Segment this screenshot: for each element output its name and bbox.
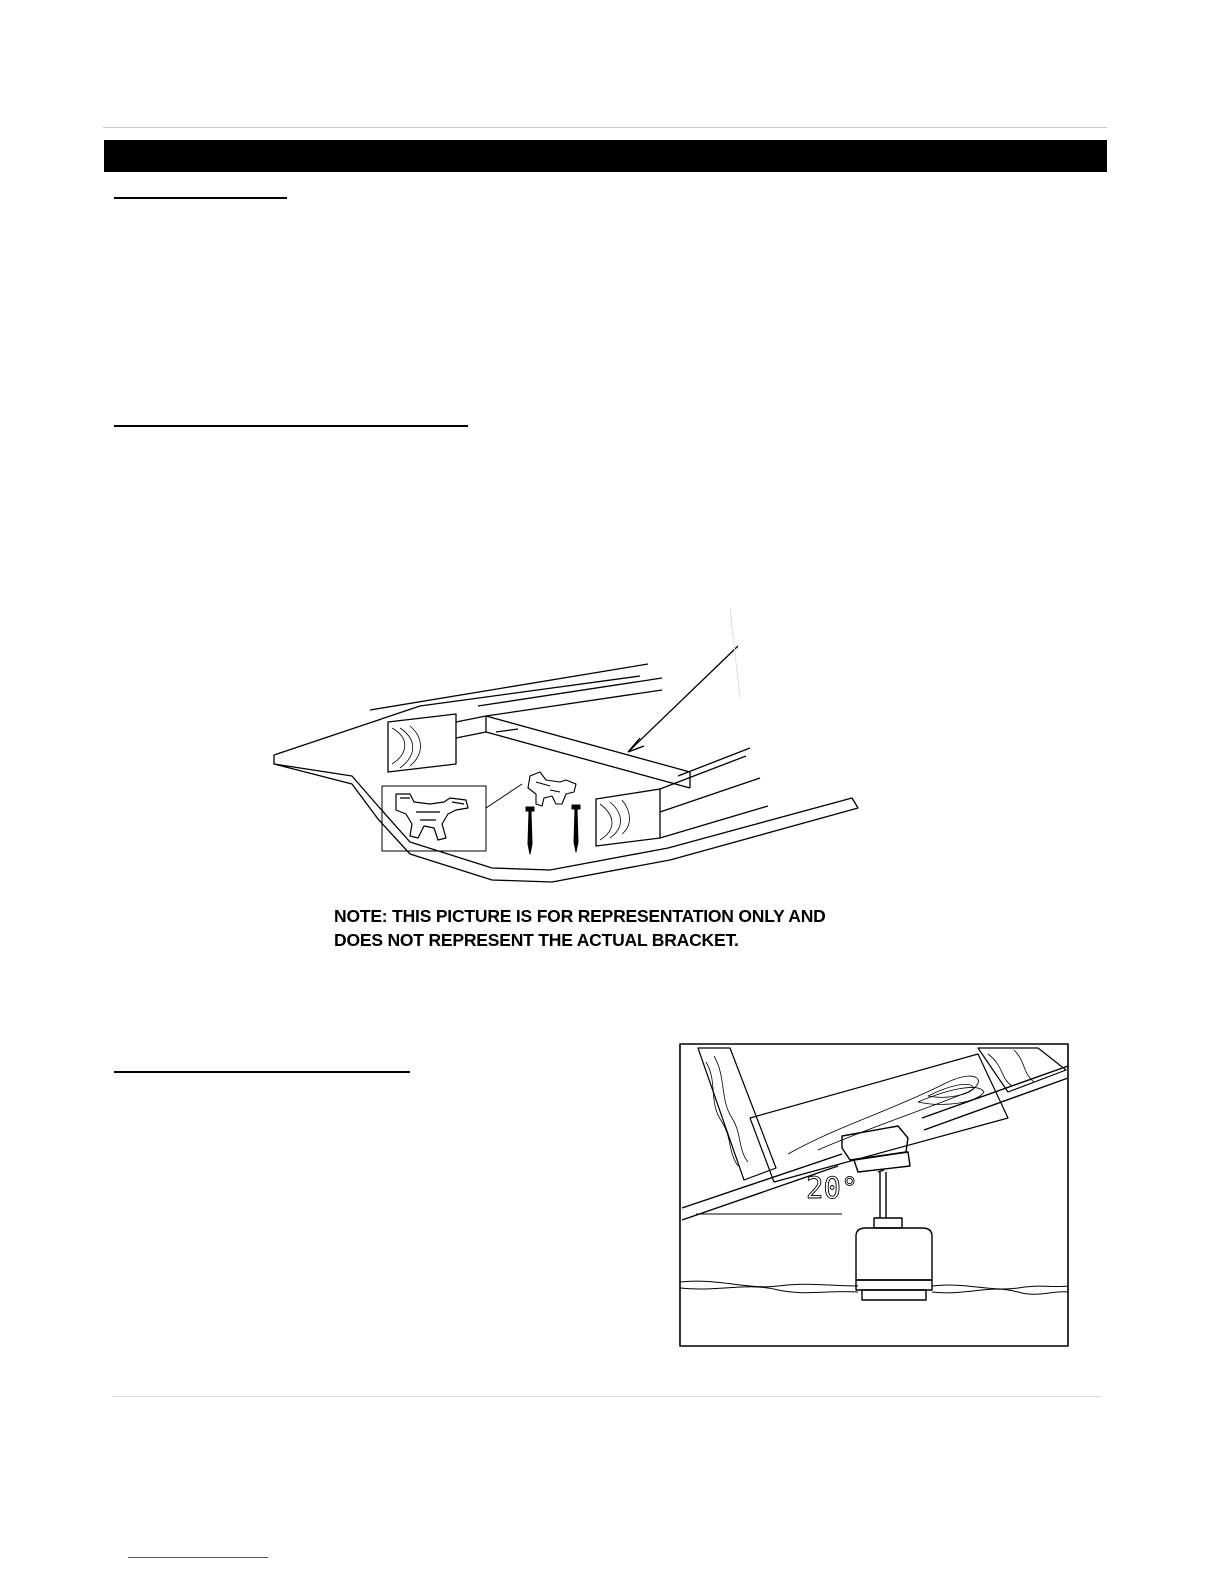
- fan-downrod: [878, 1170, 886, 1218]
- heading-underline-1: [114, 197, 287, 199]
- figure-note: [334, 904, 894, 952]
- fan-light-kit: [862, 1290, 926, 1300]
- ceiling-panel: [274, 676, 858, 882]
- section-header-bar: [104, 140, 1107, 172]
- fan-blade-right: [932, 1285, 1068, 1294]
- wood-beam: [698, 1048, 1066, 1182]
- heading-underline-2: [114, 425, 468, 427]
- right-beam: [596, 789, 660, 846]
- screw-icon: [526, 805, 580, 854]
- figure-note-line-1: NOTE: THIS PICTURE IS FOR REPRESENTATION ONLY AND: [334, 906, 826, 926]
- pointer-arrow: [628, 646, 738, 752]
- bracket-icon: [396, 794, 468, 840]
- top-divider: [103, 127, 1107, 128]
- footer-link-underline[interactable]: [128, 1557, 268, 1558]
- sloped-ceiling: [682, 1066, 1068, 1220]
- fan-blade-left: [680, 1281, 858, 1293]
- sloped-ceiling-fan-illustration: [678, 1042, 1070, 1348]
- mounted-bracket-icon: [528, 772, 576, 806]
- fan-canopy: [842, 1126, 910, 1172]
- rafter-line: [370, 664, 662, 710]
- angle-label: 20°: [806, 1171, 859, 1205]
- bottom-divider: [112, 1396, 1100, 1397]
- heading-underline-3: [114, 1071, 410, 1073]
- left-beam: [388, 714, 456, 772]
- fan-motor-housing: [856, 1228, 932, 1280]
- fan-coupler: [874, 1218, 902, 1228]
- figure-note-line-2: DOES NOT REPRESENT THE ACTUAL BRACKET.: [334, 930, 739, 950]
